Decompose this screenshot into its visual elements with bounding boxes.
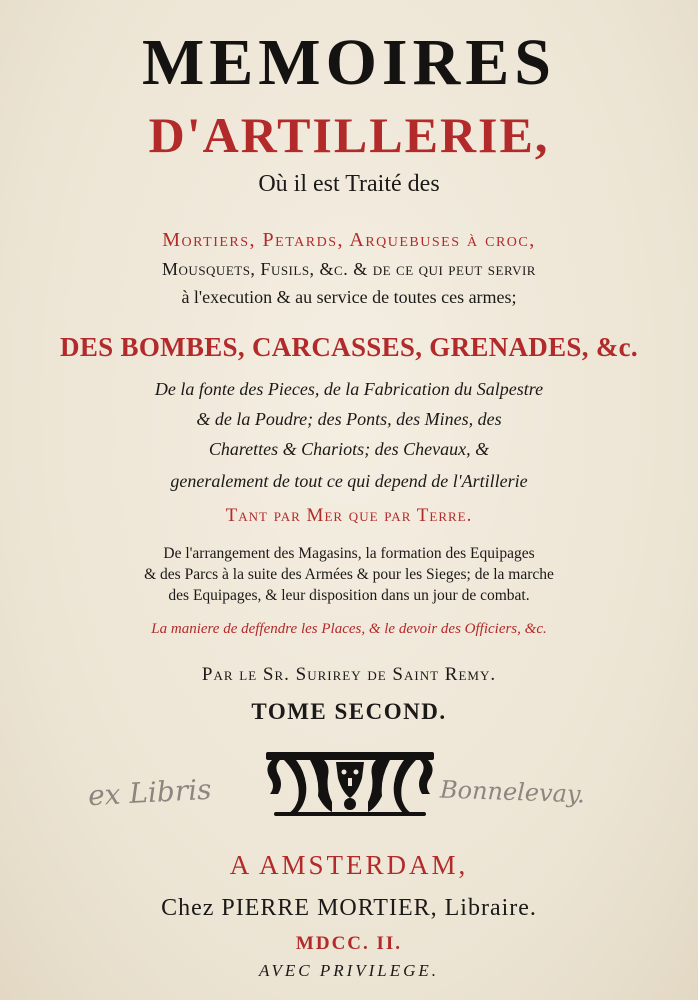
foundry-line-3: Charettes & Chariots; des Chevaux, & xyxy=(208,439,490,459)
imprint-privilege: AVEC PRIVILEGE. xyxy=(258,961,440,980)
handwritten-ex-libris: ex Libris xyxy=(87,772,213,813)
magazines-line-3: des Equipages, & leur disposition dans un jour de combat. xyxy=(168,587,530,604)
places-line: La maniere de deffendre les Places, & le devoir des Officiers, &c. xyxy=(151,621,547,637)
author-line: Par le Sr. Surirey de Saint Remy. xyxy=(201,664,497,685)
volume-line: TOME SECOND. xyxy=(251,699,447,724)
weapons-black-line: Mousquets, Fusils, &c. & de ce qui peut servir xyxy=(162,259,536,279)
magazines-line-1: De l'arrangement des Magasins, la formation des Equipages xyxy=(163,545,535,562)
imprint-city: A AMSTERDAM, xyxy=(229,850,469,880)
foundry-line-4: generalement de tout ce qui depend de l'Artillerie xyxy=(170,471,528,491)
imprint-year: MDCC. II. xyxy=(295,933,403,954)
title-line-2: D'ARTILLERIE, xyxy=(148,107,550,163)
foundry-line-2: & de la Poudre; des Ponts, des Mines, des xyxy=(196,409,502,429)
title-line-1: MEMOIRES xyxy=(141,26,557,99)
printers-ornament-icon xyxy=(262,748,438,820)
handwritten-signature: Bonnelevay. xyxy=(439,775,586,809)
weapons-red-line: Mortiers, Petards, Arquebuses à croc, xyxy=(162,229,536,251)
magazines-line-2: & des Parcs à la suite des Armées & pour les Sieges; de la marche xyxy=(144,566,554,583)
bombs-line: DES BOMBES, CARCASSES, GRENADES, &c. xyxy=(60,332,638,362)
service-line: à l'execution & au service de toutes ces armes; xyxy=(181,287,517,307)
sea-land-line: Tant par Mer que par Terre. xyxy=(225,505,473,526)
foundry-line-1: De la fonte des Pieces, de la Fabrication du Salpestre xyxy=(154,379,544,399)
imprint-publisher: Chez PIERRE MORTIER, Libraire. xyxy=(161,895,537,921)
subtitle: Où il est Traité des xyxy=(258,171,440,197)
